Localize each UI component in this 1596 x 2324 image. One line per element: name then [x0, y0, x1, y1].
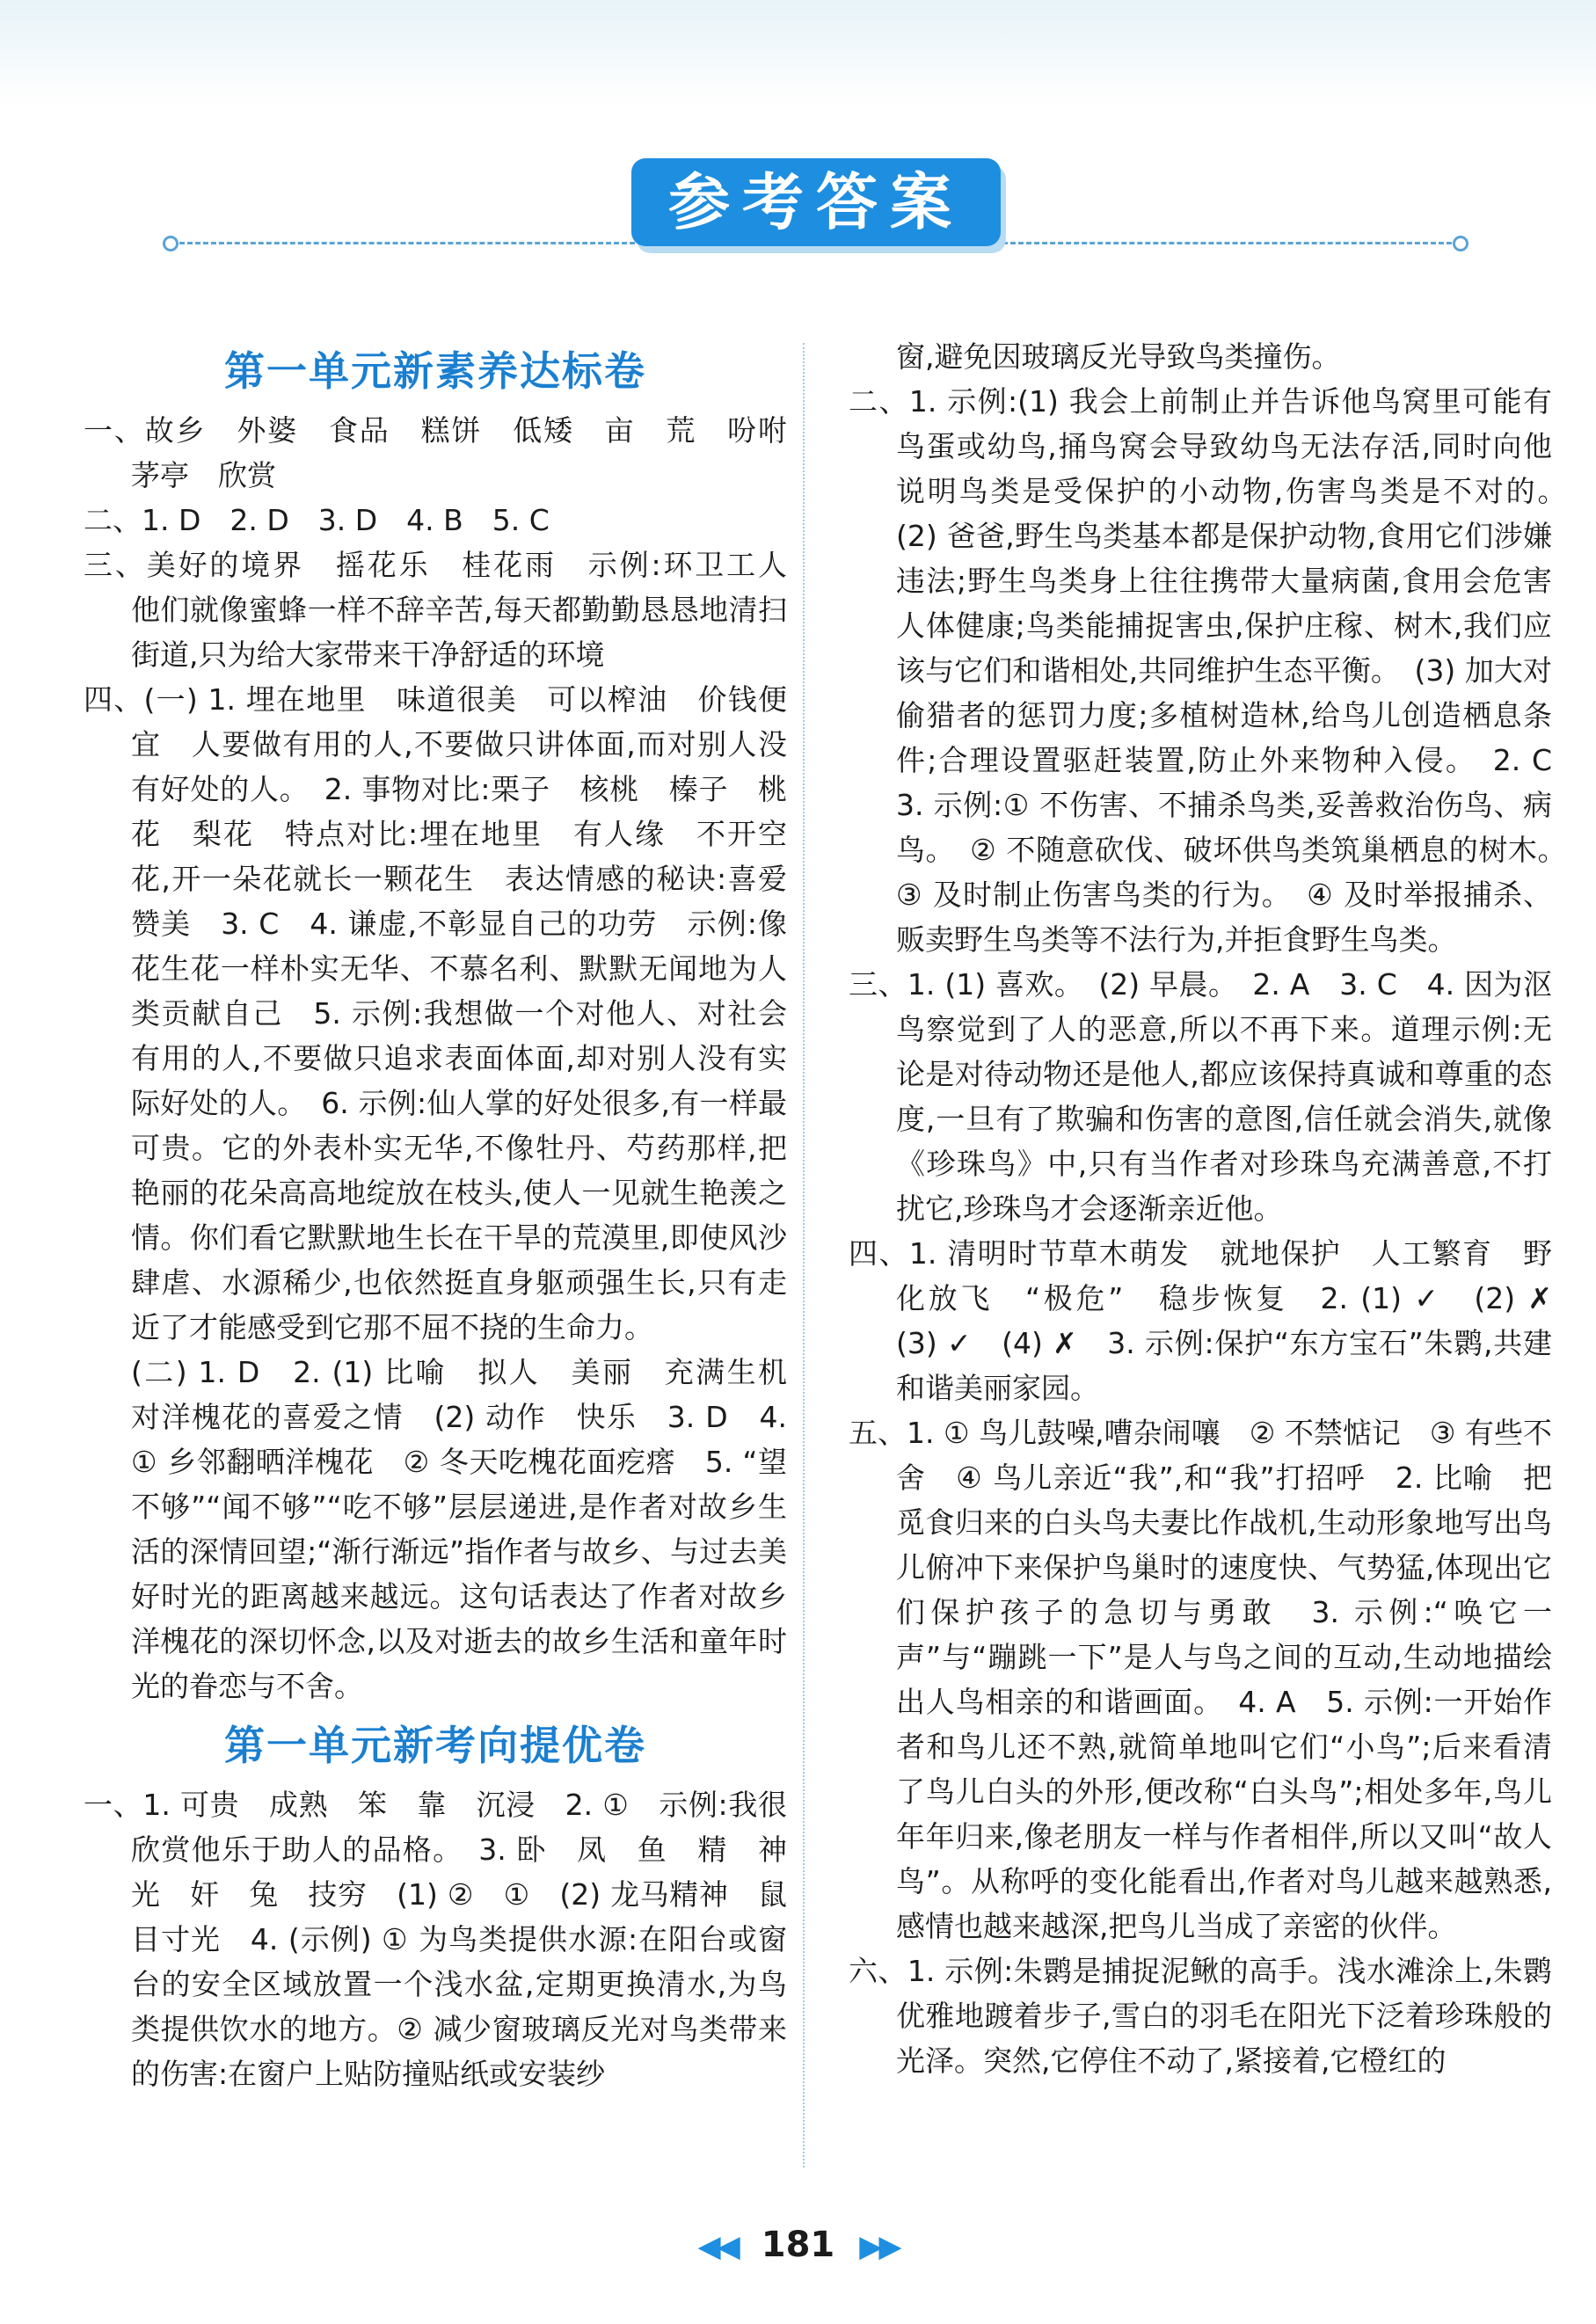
answer-s2-q3: 三、1. (1) 喜欢。 (2) 早晨。 2. A 3. C 4. 因为沤鸟察觉到了人的恶意,所以不再下来。道理示例:无论是对待动物还是他人,都应该保持真诚和尊重的态度,一旦有了欺骗和伤害的意图,信任就会消失,就像《珍珠鸟》中,只有当作者对珍珠鸟充满善意,不打扰它,珍珠鸟才会逐渐亲近他。 — [849, 967, 1552, 1226]
previous-page-arrows-icon[interactable]: ◀◀ — [697, 2229, 737, 2264]
header-line-dot-right — [1453, 236, 1468, 251]
answer-s1-q4-part1: 四、(一) 1. 埋在地里 味道很美 可以榨油 价钱便宜 人要做有用的人,不要做只讲体面,而对别人没有好处的人。 2. 事物对比:栗子 核桃 榛子 桃花 梨花 特点对比:埋在地里 有人缘 不开空花,开一朵花就长一颗花生 表达情感的秘诀:喜爱 赞美 3. C 4. 谦虚,不彰显自己的功劳 示例:像花生花一样朴实无华、不慕名利、默默无闻地为人类贡献自己 5. 示例:我想做一个对他人、对社会有用的人,不要做只追求表面体面,却对别人没有实际好处的人。 6. 示例:仙人掌的好处很多,有一样最可贵。它的外表朴实无华,不像牡丹、芍药那样,把艳丽的花朵高高地绽放在枝头,使人一见就生艳羡之情。你们看它默默地生长在干旱的荒漠里,即使风沙肆虐、水源稀少,也依然挺直身躯顽强生长,只有走近了才能感受到它那不屈不挠的生命力。 — [84, 682, 816, 1344]
answer-s1-q2: 二、1. D 2. D 3. D 4. B 5. C — [84, 503, 550, 537]
page-number: 181 — [761, 2225, 835, 2265]
section-title-unit1-standard: 第一单元新素养达标卷 — [224, 347, 646, 395]
next-page-arrows-icon[interactable]: ▶▶ — [859, 2229, 899, 2264]
page-title: 参考答案 — [631, 158, 1001, 246]
header-dashed-line-left — [171, 242, 651, 244]
right-column — [849, 334, 1581, 2083]
answer-s1-q1: 一、故乡 外婆 食品 糕饼 低矮 亩 荒 吩咐 茅亭 欣赏 — [84, 413, 816, 492]
answer-s2-q4: 四、1. 清明时节草木萌发 就地保护 人工繁育 野化放飞 “极危” 稳步恢复 2. (1) ✓ (2) ✗ (3) ✓ (4) ✗ 3. 示例:保护“东方宝石”朱鹮,共建和谐美丽家园。 — [849, 1236, 1581, 1405]
answer-s1-q3: 三、美好的境界 摇花乐 桂花雨 示例:环卫工人 他们就像蜜蜂一样不辞辛苦,每天都勤勤恳恳地清扫街道,只为给大家带来干净舒适的环境 — [84, 548, 816, 672]
left-column — [84, 334, 816, 2096]
answer-s1-q4-part2: (二) 1. D 2. (1) 比喻 拟人 美丽 充满生机 对洋槐花的喜爱之情 (2) 动作 快乐 3. D 4. ① 乡邻翻晒洋槐花 ② 冬天吃槐花面疙瘩 5. “望不够”“闻不够”“吃不够”层层递进,是作者对故乡生活的深情回望;“渐行渐远”指作者与故乡、与过去美好时光的距离越来越远。这句话表达了作者对故乡洋槐花的深切怀念,以及对逝去的故乡生活和童年时光的眷恋与不舍。 — [131, 1355, 816, 1703]
header-line-dot-left — [163, 236, 179, 251]
answer-s2-q6: 六、1. 示例:朱鹮是捕捉泥鳅的高手。浅水滩涂上,朱鹮优雅地踱着步子,雪白的羽毛在阳光下泛着珍珠般的光泽。突然,它停住不动了,紧接着,它橙红的 — [849, 1954, 1552, 2078]
column-divider — [803, 343, 805, 2167]
answer-s2-q1: 一、1. 可贵 成熟 笨 靠 沉浸 2. ① 示例:我很欣赏他乐于助人的品格。 3. 卧 凤 鱼 精 神 光 奸 兔 技穷 (1) ② ① (2) 龙马精神 鼠目寸光 4. (示例) ① 为鸟类提供水源:在阳台或窗台的安全区域放置一个浅水盆,定期更换清水,为鸟类提供饮水的地方。② 减少窗玻璃反光对鸟类带来的伤害:在窗户上贴防撞贴纸或安装纱 — [84, 1788, 816, 2091]
answer-s2-q5: 五、1. ① 鸟儿鼓噪,嘈杂闹嚷 ② 不禁惦记 ③ 有些不舍 ④ 鸟儿亲近“我”,和“我”打招呼 2. 比喻 把觅食归来的白头鸟夫妻比作战机,生动形象地写出鸟儿俯冲下来保护鸟巢时的速度快、气势猛,体现出它们保护孩子的急切与勇敢 3. 示例:“唤它一声”与“蹦跳一下”是人与鸟之间的互动,生动地描绘出人鸟相亲的和谐画面。 4. A 5. 示例:一开始作者和鸟儿还不熟,就简单地叫它们“小鸟”;后来看清了鸟儿白头的外形,便改称“白头鸟”;相处多年,鸟儿年年归来,像老朋友一样与作者相伴,所以又叫“故人鸟”。从称呼的变化能看出,作者对鸟儿越来越熟悉,感情也越来越深,把鸟儿当成了亲密的伙伴。 — [849, 1416, 1552, 1943]
answer-s2-q1-continued: 窗,避免因玻璃反光导致鸟类撞伤。 — [896, 339, 1341, 374]
answer-s2-q2: 二、1. 示例:(1) 我会上前制止并告诉他鸟窝里可能有鸟蛋或幼鸟,捅鸟窝会导致幼鸟无法存活,同时向他说明鸟类是受保护的小动物,伤害鸟类是不对的。 (2) 爸爸,野生鸟类基本都是保护动物,食用它们涉嫌违法;野生鸟类身上往往携带大量病菌,食用会危害人体健康;鸟类能捕捉害虫,保护庄稼、树木,我们应该与它们和谐相处,共同维护生态平衡。 (3) 加大对偷猎者的惩罚力度;多植树造林,给鸟儿创造栖息条件;合理设置驱赶装置,防止外来物种入侵。 2. C 3. 示例:① 不伤害、不捕杀鸟类,妥善救治伤鸟、病鸟。 ② 不随意砍伐、破坏供鸟类筑巢栖息的树木。 ③ 及时制止伤害鸟类的行为。 ④ 及时举报捕杀、贩卖野生鸟类等不法行为,并拒食野生鸟类。 — [849, 384, 1581, 957]
header-dashed-line-right — [1002, 242, 1460, 244]
top-tint — [0, 0, 1596, 106]
section-title-unit1-advanced: 第一单元新考向提优卷 — [224, 1722, 646, 1769]
page-footer — [0, 2225, 1596, 2265]
